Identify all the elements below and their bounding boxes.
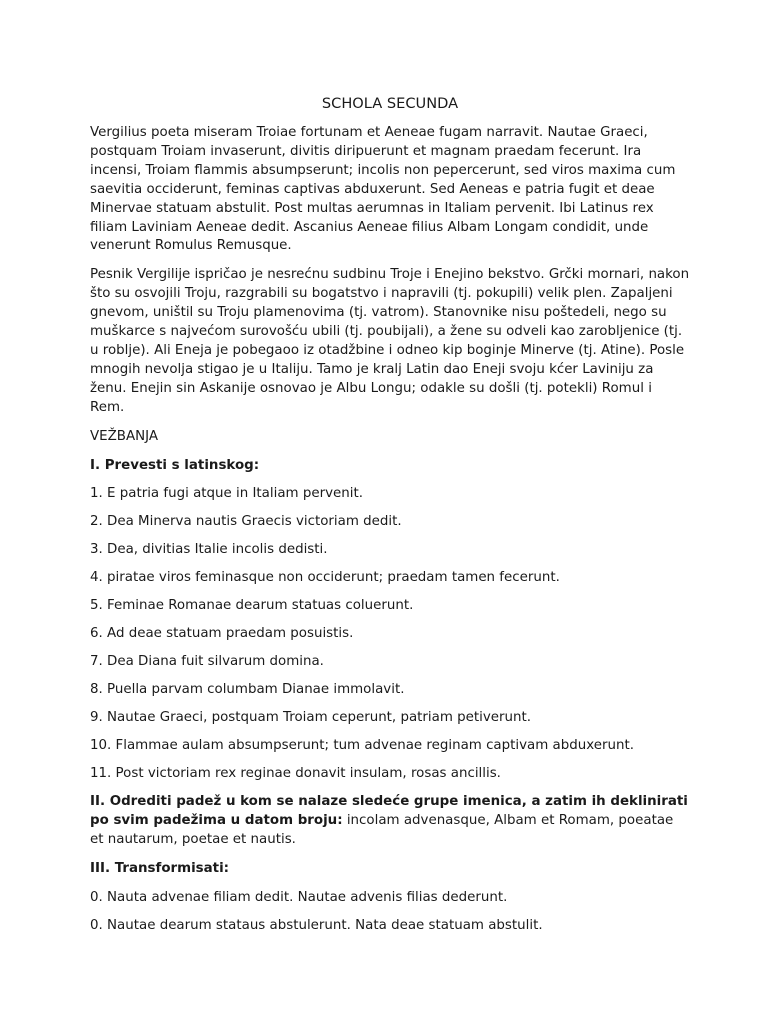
exercise-item: 5. Feminae Romanae dearum statuas coluerunt. (90, 598, 414, 614)
exercise-item: 8. Puella parvam columbam Dianae immolavit. (90, 682, 405, 698)
exercise-item: 11. Post victoriam rex reginae donavit insulam, rosas ancillis. (90, 766, 501, 782)
exercise-item: 10. Flammae aulam absumpserunt; tum advenae reginam captivam abduxerunt. (90, 738, 634, 754)
exercise-item: 0. Nauta advenae filiam dedit. Nautae advenis filias dederunt. (90, 890, 508, 906)
section-3-list (90, 889, 690, 936)
exercise-item: 0. Nautae dearum stataus abstulerunt. Nata deae statuam abstulit. (90, 918, 543, 934)
exercise-item: 9. Nautae Graeci, postquam Troiam ceperunt, patriam petiverunt. (90, 710, 531, 726)
exercise-item: 4. piratae viros feminasque non occiderunt; praedam tamen fecerunt. (90, 570, 560, 586)
exercise-item: 2. Dea Minerva nautis Graecis victoriam dedit. (90, 514, 402, 530)
exercise-item: 1. E patria fugi atque in Italiam pervenit. (90, 486, 363, 502)
section-1-heading: I. Prevesti s latinskog: (90, 457, 260, 473)
section-2 (90, 793, 690, 850)
section-1-list (90, 485, 690, 784)
exercise-item: 6. Ad deae statuam praedam posuistis. (90, 626, 354, 642)
exercise-item: 3. Dea, divitias Italie incolis dedisti. (90, 542, 328, 558)
exercises-label: VEŽBANJA (90, 428, 159, 444)
document-page (90, 94, 690, 945)
page-title: SCHOLA SECUNDA (321, 95, 459, 112)
section-3-heading: III. Transformisati: (90, 861, 230, 877)
latin-text: Vergilius poeta miseram Troiae fortunam et Aeneae fugam narravit. Nautae Graeci, postquam Troiam invaserunt, divitis diripuerunt et magnam praedam fecerunt. Ira incensi, Troiam flammis absumpserunt; incolis non pepercerunt, sed viros maxima cum saevitia occiderunt, feminas captivas abduxerunt. Sed Aeneas e patria fugit et deae Minervae statuam abstulit. Post multas aerumnas in Italiam pervenit. Ibi Latinus rex filiam Laviniam Aeneae dedit. Ascanius Aeneae filius Albam Longam condidit, unde venerunt Romulus Remusque. (90, 125, 676, 254)
exercise-item: 7. Dea Diana fuit silvarum domina. (90, 654, 324, 670)
translation-text: Pesnik Vergilije ispričao je nesrećnu sudbinu Troje i Enejino bekstvo. Grčki mornari, nakon što su osvojili Troju, razgrabili su bogatstvo i napravili (tj. pokupili) velik plen. Zapaljeni gnevom, uništil su Troju plamenovima (tj. vatrom). Stanovnike nisu poštedeli, nego su muškarce s najvećom surovošću ubili (tj. poubijali), a žene su odveli kao zarobljenice (tj. u roblje). Ali Eneja je pobegaoo iz otadžbine i odneo kip boginje Minerve (tj. Atine). Posle mnogih nevolja stigao je u Italiju. Tamo je kralj Latin dao Eneji svoju kćer Laviniju za ženu. Enejin sin Askanije osnovao je Albu Longu; odakle su došli (tj. potekli) Romul i Rem. (90, 267, 690, 415)
section-2-heading: II. Odrediti padež u kom se nalaze sledeće grupe imenica, a zatim ih deklinirati po svim padežima u datom broju: (90, 794, 688, 829)
section-2-text: incolam advenasque, Albam et Romam, poeatae et nautarum, poetae et nautis. (90, 813, 674, 848)
